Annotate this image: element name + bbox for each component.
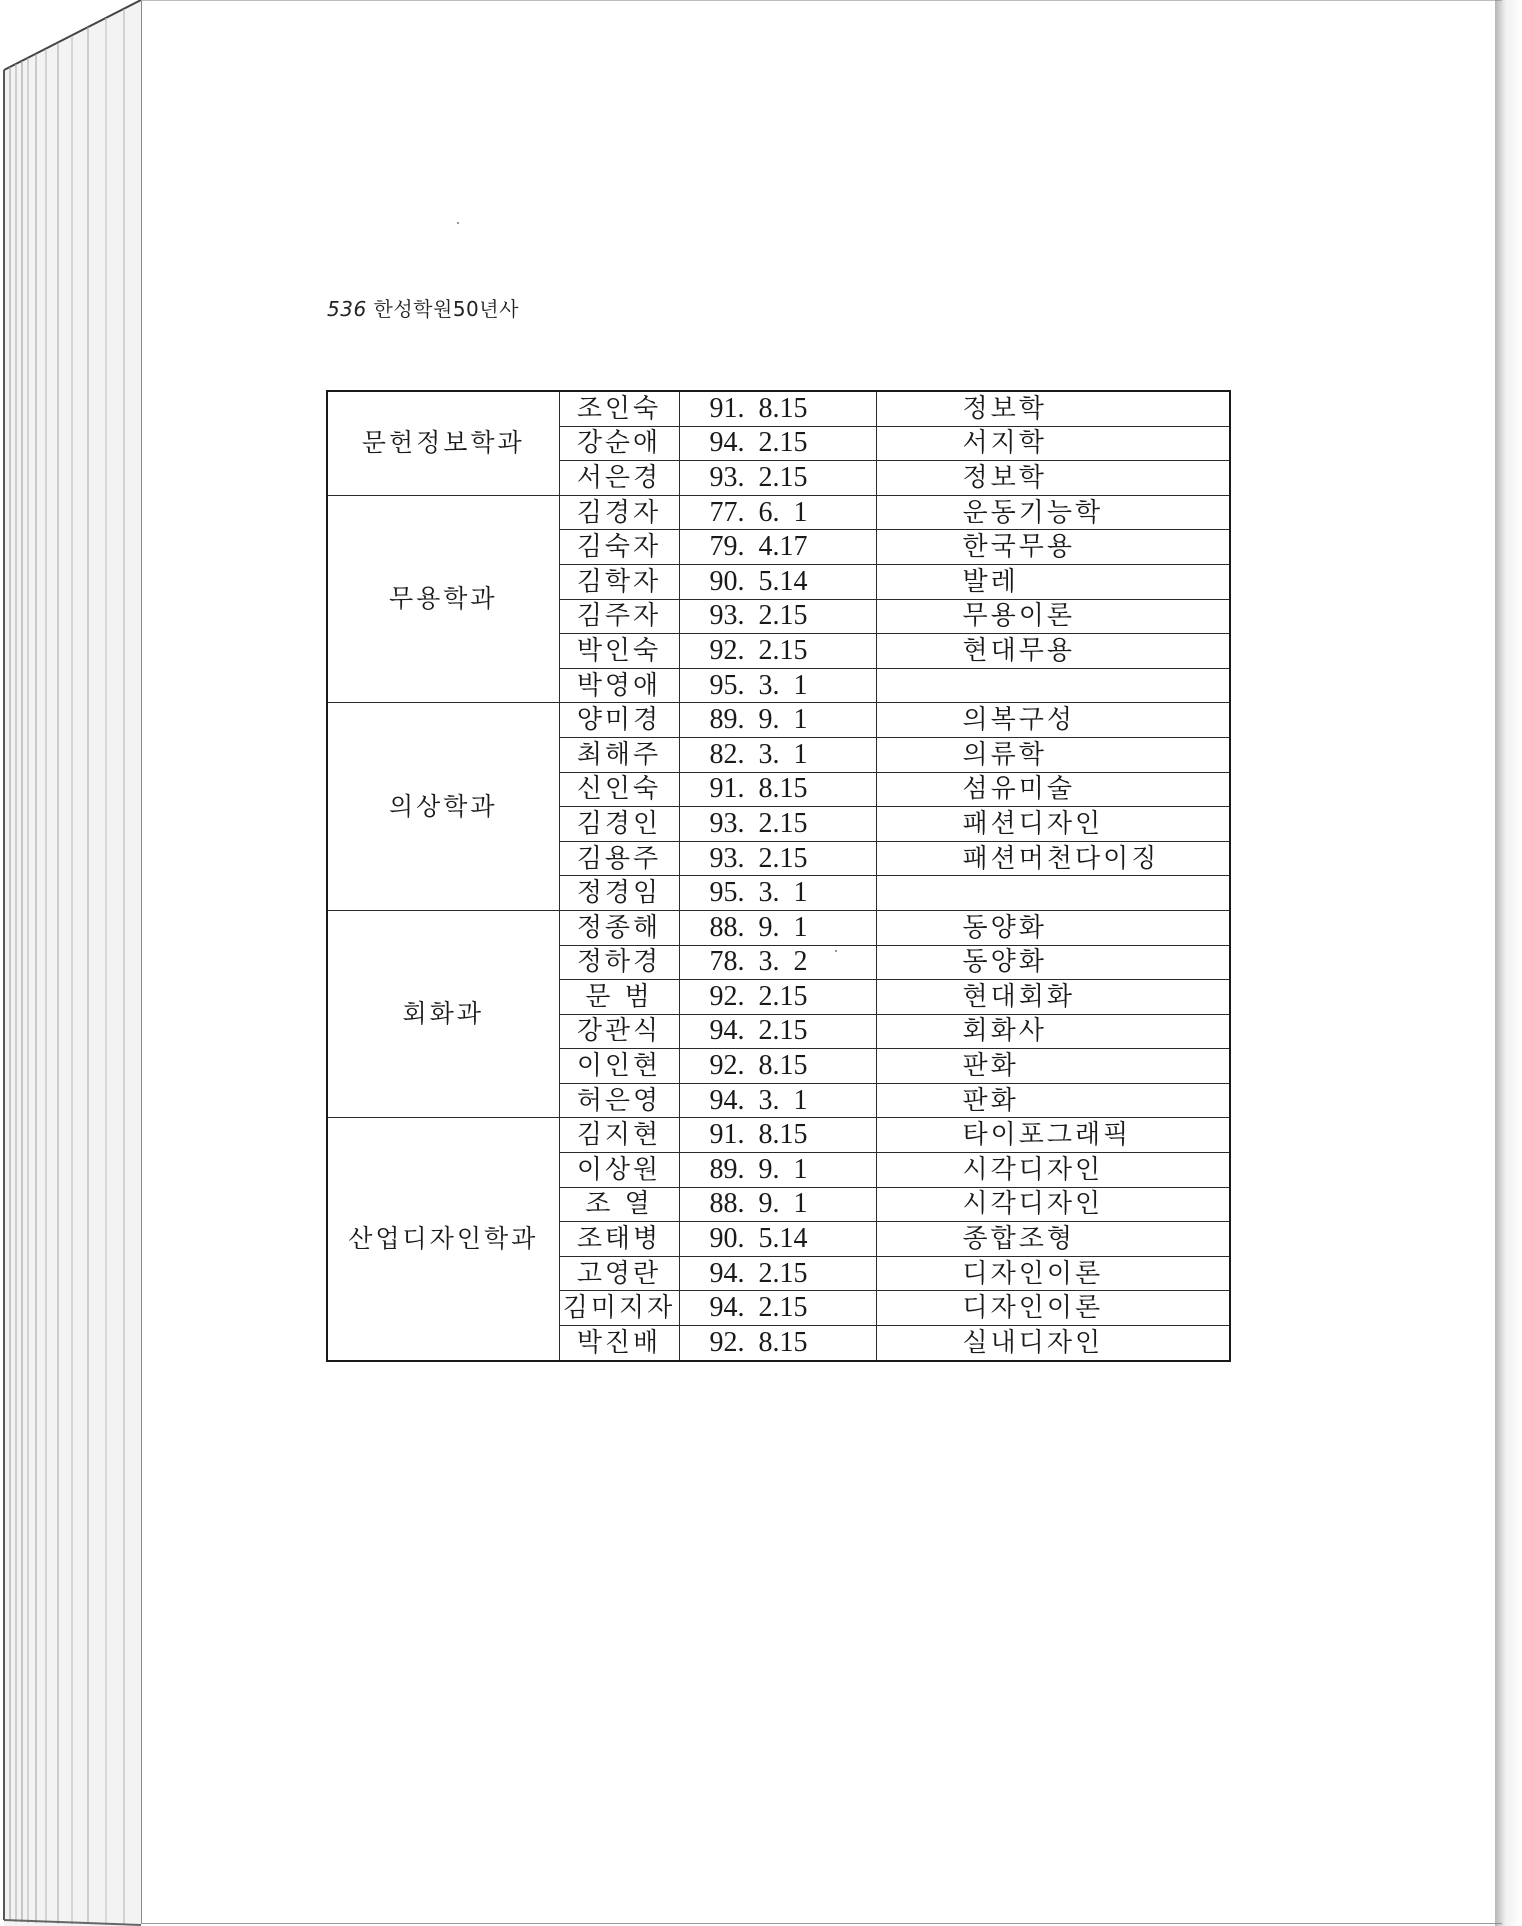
name-cell: 강관식 [559, 1014, 679, 1049]
date-cell: 88. 9. 1 [679, 1187, 876, 1222]
major-cell: 동양화 [876, 910, 1230, 945]
major-cell: 현대회화 [876, 980, 1230, 1015]
major-cell: 시각디자인 [876, 1187, 1230, 1222]
name-cell: 정종해 [559, 910, 679, 945]
date-cell: 95. 3. 1 [679, 668, 876, 703]
major-cell: 운동기능학 [876, 495, 1230, 530]
table-row [327, 495, 1230, 530]
name-cell: 김숙자 [559, 530, 679, 565]
date-cell: 89. 9. 1 [679, 703, 876, 738]
date-cell: 94. 2.15 [679, 1014, 876, 1049]
name-cell: 고영란 [559, 1256, 679, 1291]
date-cell: 94. 2.15 [679, 1256, 876, 1291]
date-cell: 92. 8.15 [679, 1326, 876, 1361]
name-cell: 이상원 [559, 1153, 679, 1188]
date-cell: 90. 5.14 [679, 1222, 876, 1257]
major-cell: 판화 [876, 1049, 1230, 1084]
date-cell: 91. 8.15 [679, 1118, 876, 1153]
major-cell: 한국무용 [876, 530, 1230, 565]
date-cell: 94. 3. 1 [679, 1083, 876, 1118]
major-cell [876, 876, 1230, 911]
faculty-table-body [327, 391, 1230, 1361]
date-cell: 78. 3. 2 [679, 945, 876, 980]
major-cell: 디자인이론 [876, 1291, 1230, 1326]
date-cell: 79. 4.17 [679, 530, 876, 565]
name-cell: 김학자 [559, 564, 679, 599]
major-cell: 시각디자인 [876, 1153, 1230, 1188]
name-cell: 조 열 [559, 1187, 679, 1222]
major-cell: 섬유미술 [876, 772, 1230, 807]
table-row [327, 910, 1230, 945]
name-cell: 김지현 [559, 1118, 679, 1153]
table-row [327, 391, 1230, 426]
name-cell: 정하경 [559, 945, 679, 980]
department-cell: 문헌정보학과 [327, 391, 559, 495]
major-cell: 패션머천다이징 [876, 841, 1230, 876]
major-cell: 판화 [876, 1083, 1230, 1118]
name-cell: 문 범 [559, 980, 679, 1015]
book-page-edges [0, 0, 160, 1926]
table-row [327, 1118, 1230, 1153]
department-cell: 회화과 [327, 910, 559, 1118]
book-title: 한성학원50년사 [373, 297, 519, 321]
name-cell: 박영애 [559, 668, 679, 703]
name-cell: 서은경 [559, 461, 679, 496]
date-cell: 92. 2.15 [679, 980, 876, 1015]
page-right-shadow [1495, 0, 1522, 1926]
major-cell: 정보학 [876, 391, 1230, 426]
major-cell: 의복구성 [876, 703, 1230, 738]
name-cell: 조태병 [559, 1222, 679, 1257]
date-cell: 94. 2.15 [679, 426, 876, 461]
date-cell: 92. 8.15 [679, 1049, 876, 1084]
major-cell: 서지학 [876, 426, 1230, 461]
date-cell: 95. 3. 1 [679, 876, 876, 911]
major-cell: 의류학 [876, 737, 1230, 772]
scan-speck [457, 222, 459, 224]
date-cell: 88. 9. 1 [679, 910, 876, 945]
name-cell: 신인숙 [559, 772, 679, 807]
name-cell: 김용주 [559, 841, 679, 876]
major-cell: 무용이론 [876, 599, 1230, 634]
name-cell: 강순애 [559, 426, 679, 461]
name-cell: 박인숙 [559, 634, 679, 669]
page-number: 536 [327, 297, 367, 321]
date-cell: 93. 2.15 [679, 841, 876, 876]
date-cell: 91. 8.15 [679, 391, 876, 426]
major-cell: 현대무용 [876, 634, 1230, 669]
name-cell: 이인현 [559, 1049, 679, 1084]
department-cell: 의상학과 [327, 703, 559, 911]
major-cell: 실내디자인 [876, 1326, 1230, 1361]
major-cell: 디자인이론 [876, 1256, 1230, 1291]
name-cell: 김주자 [559, 599, 679, 634]
date-cell: 93. 2.15 [679, 461, 876, 496]
date-cell: 94. 2.15 [679, 1291, 876, 1326]
major-cell: 발레 [876, 564, 1230, 599]
name-cell: 허은영 [559, 1083, 679, 1118]
date-cell: 90. 5.14 [679, 564, 876, 599]
major-cell: 회화사 [876, 1014, 1230, 1049]
name-cell: 박진배 [559, 1326, 679, 1361]
name-cell: 김미지자 [559, 1291, 679, 1326]
major-cell [876, 668, 1230, 703]
name-cell: 양미경 [559, 703, 679, 738]
date-cell: 91. 8.15 [679, 772, 876, 807]
name-cell: 김경자 [559, 495, 679, 530]
name-cell: 김경인 [559, 807, 679, 842]
date-cell: 93. 2.15 [679, 599, 876, 634]
date-cell: 93. 2.15 [679, 807, 876, 842]
name-cell: 정경임 [559, 876, 679, 911]
major-cell: 정보학 [876, 461, 1230, 496]
major-cell: 종합조형 [876, 1222, 1230, 1257]
major-cell: 타이포그래픽 [876, 1118, 1230, 1153]
table-row [327, 703, 1230, 738]
running-head [327, 293, 519, 322]
faculty-table [326, 390, 1231, 1362]
name-cell: 최해주 [559, 737, 679, 772]
date-cell: 82. 3. 1 [679, 737, 876, 772]
major-cell: 동양화 [876, 945, 1230, 980]
date-cell: 77. 6. 1 [679, 495, 876, 530]
date-cell: 92. 2.15 [679, 634, 876, 669]
department-cell: 무용학과 [327, 495, 559, 703]
date-cell: 89. 9. 1 [679, 1153, 876, 1188]
major-cell: 패션디자인 [876, 807, 1230, 842]
department-cell: 산업디자인학과 [327, 1118, 559, 1361]
name-cell: 조인숙 [559, 391, 679, 426]
